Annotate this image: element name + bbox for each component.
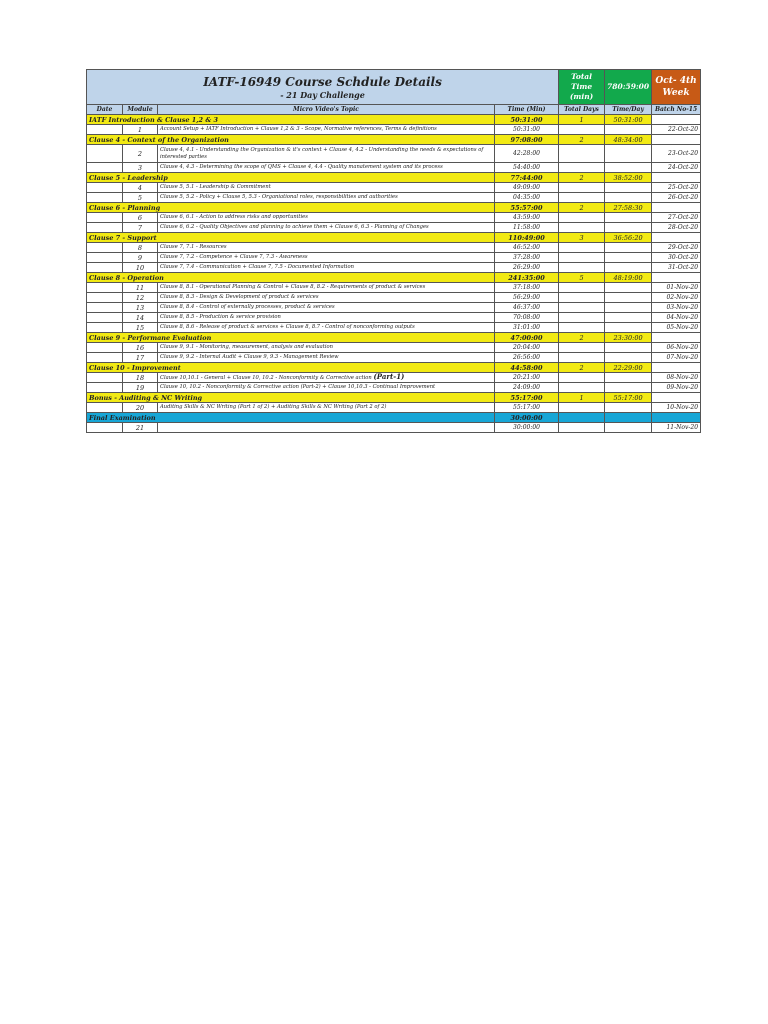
total-days-cell	[559, 353, 605, 363]
total-days-cell	[559, 223, 605, 233]
total-days-cell	[559, 343, 605, 353]
time-day-cell	[605, 193, 652, 203]
col-time-day: Time/Day	[605, 105, 652, 115]
date-cell	[87, 243, 123, 253]
time-cell: 37:18:00	[495, 283, 559, 293]
section-days: 2	[559, 135, 605, 145]
section-title: Bonus - Auditing & NC Writing	[87, 393, 495, 403]
topic-cell	[158, 343, 495, 353]
topic-cell	[158, 423, 495, 433]
course-schedule-table	[86, 69, 701, 433]
section-time-per-day: 36:56:20	[605, 233, 652, 243]
batch-date-cell: 24-Oct-20	[652, 163, 701, 173]
table-row	[87, 423, 701, 433]
date-cell	[87, 183, 123, 193]
section-time-per-day: 48:34:00	[605, 135, 652, 145]
section-time-per-day	[605, 413, 652, 423]
time-day-cell	[605, 313, 652, 323]
topic-text: Clause 4, 4.3 - Determining the scope of QMS + Clause 4, 4.4 - Quality manatement system and its process	[160, 164, 443, 171]
total-days-cell	[559, 383, 605, 393]
topic-cell	[158, 253, 495, 263]
section-title: Clause 10 - Improvement	[87, 363, 495, 373]
topic-cell	[158, 293, 495, 303]
table-row	[87, 383, 701, 393]
total-days-cell	[559, 373, 605, 383]
date-cell	[87, 163, 123, 173]
module-cell: 3	[123, 163, 158, 173]
section-row	[87, 363, 701, 373]
time-day-cell	[605, 263, 652, 273]
section-time: 241:35:00	[495, 273, 559, 283]
module-cell: 11	[123, 283, 158, 293]
section-batch-blank	[652, 115, 701, 125]
time-day-cell	[605, 125, 652, 135]
title-row	[87, 70, 701, 105]
time-day-cell	[605, 403, 652, 413]
section-days: 2	[559, 203, 605, 213]
time-cell: 37:28:00	[495, 253, 559, 263]
col-topic: Micro Video's Topic	[158, 105, 495, 115]
time-day-cell	[605, 323, 652, 333]
total-days-cell	[559, 293, 605, 303]
time-day-cell	[605, 383, 652, 393]
time-cell: 42:28:00	[495, 145, 559, 163]
batch-date-cell: 28-Oct-20	[652, 223, 701, 233]
section-row	[87, 233, 701, 243]
section-time-per-day: 55:17:00	[605, 393, 652, 403]
section-time: 55:17:00	[495, 393, 559, 403]
section-time-per-day: 38:52:00	[605, 173, 652, 183]
module-cell: 15	[123, 323, 158, 333]
section-row	[87, 135, 701, 145]
table-row	[87, 373, 701, 383]
total-days-cell	[559, 303, 605, 313]
time-cell: 20:04:00	[495, 343, 559, 353]
topic-text: Clause 8, 8.5 - Production & service provision	[160, 314, 281, 321]
time-cell: 11:58:00	[495, 223, 559, 233]
table-row	[87, 243, 701, 253]
batch-date-cell: 30-Oct-20	[652, 253, 701, 263]
topic-cell	[158, 383, 495, 393]
week-label: Oct- 4th Week	[652, 70, 701, 105]
topic-cell	[158, 125, 495, 135]
time-day-cell	[605, 373, 652, 383]
module-cell: 12	[123, 293, 158, 303]
time-cell: 30:00:00	[495, 423, 559, 433]
module-cell: 20	[123, 403, 158, 413]
table-row	[87, 145, 701, 163]
time-cell: 46:37:00	[495, 303, 559, 313]
section-title: Clause 8 - Operation	[87, 273, 495, 283]
batch-date-cell: 25-Oct-20	[652, 183, 701, 193]
total-days-cell	[559, 403, 605, 413]
date-cell	[87, 263, 123, 273]
table-row	[87, 313, 701, 323]
topic-text: Clause 7, 7.2 - Competence + Clause 7, 7.3 - Awareness	[160, 254, 308, 261]
section-time-per-day: 27:58:30	[605, 203, 652, 213]
batch-date-cell: 22-Oct-20	[652, 125, 701, 135]
batch-date-cell: 02-Nov-20	[652, 293, 701, 303]
date-cell	[87, 303, 123, 313]
module-cell: 10	[123, 263, 158, 273]
date-cell	[87, 253, 123, 263]
time-day-cell	[605, 343, 652, 353]
part-tag: (Part-1)	[373, 372, 405, 381]
batch-date-cell: 31-Oct-20	[652, 263, 701, 273]
section-time: 55:57:00	[495, 203, 559, 213]
batch-date-cell: 09-Nov-20	[652, 383, 701, 393]
date-cell	[87, 213, 123, 223]
topic-cell	[158, 193, 495, 203]
section-days: 3	[559, 233, 605, 243]
topic-text: Clause 8, 8.6 - Release of product & services + Clause 8, 8.7 - Control of nonconforming outputs	[160, 324, 415, 331]
batch-date-cell: 03-Nov-20	[652, 303, 701, 313]
total-days-cell	[559, 253, 605, 263]
module-cell: 8	[123, 243, 158, 253]
col-date: Date	[87, 105, 123, 115]
section-days: 1	[559, 393, 605, 403]
section-time: 47:00:00	[495, 333, 559, 343]
topic-text: Auditing Skills & NC Writing (Part 1 of 2) + Auditing Skills & NC Writing (Part 2 of 2)	[160, 404, 387, 411]
topic-text: Clause 8, 8.4 - Control of externally processes, product & services	[160, 304, 335, 311]
topic-cell	[158, 243, 495, 253]
topic-text: Clause 9, 9.2 - Internal Audit + Clause 9, 9.3 - Management Review	[160, 354, 339, 361]
total-days-cell	[559, 423, 605, 433]
time-cell: 46:52:00	[495, 243, 559, 253]
module-cell: 17	[123, 353, 158, 363]
topic-cell	[158, 145, 495, 163]
topic-text: Clause 4, 4.1 - Understanding the Organization & it's context + Clause 4, 4.2 - Understanding the needs & expectations of interested parties	[160, 147, 484, 160]
batch-date-cell: 04-Nov-20	[652, 313, 701, 323]
total-days-cell	[559, 243, 605, 253]
section-batch-blank	[652, 363, 701, 373]
section-title: IATF Introduction & Clause 1,2 & 3	[87, 115, 495, 125]
time-cell: 49:09:00	[495, 183, 559, 193]
date-cell	[87, 383, 123, 393]
section-days: 5	[559, 273, 605, 283]
total-days-cell	[559, 283, 605, 293]
page-title: IATF-16949 Course Schdule Details	[203, 74, 442, 89]
section-days: 2	[559, 363, 605, 373]
batch-date-cell: 07-Nov-20	[652, 353, 701, 363]
date-cell	[87, 403, 123, 413]
total-days-cell	[559, 213, 605, 223]
time-day-cell	[605, 213, 652, 223]
table-row	[87, 343, 701, 353]
topic-text: Clause 9, 9.1 - Monitoring, measurement, analysis and evaluation	[160, 344, 333, 351]
topic-cell	[158, 283, 495, 293]
topic-cell	[158, 213, 495, 223]
date-cell	[87, 323, 123, 333]
module-cell: 18	[123, 373, 158, 383]
date-cell	[87, 145, 123, 163]
module-cell: 7	[123, 223, 158, 233]
section-batch-blank	[652, 413, 701, 423]
section-time: 77:44:00	[495, 173, 559, 183]
section-batch-blank	[652, 273, 701, 283]
module-cell: 14	[123, 313, 158, 323]
table-row	[87, 293, 701, 303]
time-cell: 43:59:00	[495, 213, 559, 223]
module-cell: 6	[123, 213, 158, 223]
section-title: Clause 7 - Support	[87, 233, 495, 243]
time-day-cell	[605, 303, 652, 313]
topic-text: Clause 10,10.1 - General + Clause 10, 10.2 - Nonconformity & Corrective action	[160, 374, 372, 381]
section-row	[87, 413, 701, 423]
date-cell	[87, 313, 123, 323]
date-cell	[87, 223, 123, 233]
section-time: 110:49:00	[495, 233, 559, 243]
time-day-cell	[605, 145, 652, 163]
time-day-cell	[605, 253, 652, 263]
total-days-cell	[559, 313, 605, 323]
section-batch-blank	[652, 333, 701, 343]
col-batch: Batch No-15	[652, 105, 701, 115]
section-days: 2	[559, 333, 605, 343]
total-days-cell	[559, 145, 605, 163]
topic-text: Clause 10, 10.2 - Nonconformity & Corrective action (Part-2) + Clause 10,10.3 - Continual Improvement	[160, 384, 436, 391]
time-cell: 50:31:00	[495, 125, 559, 135]
section-title: Clause 5 - Leadership	[87, 173, 495, 183]
time-day-cell	[605, 283, 652, 293]
topic-cell	[158, 373, 495, 383]
section-batch-blank	[652, 393, 701, 403]
batch-date-cell: 08-Nov-20	[652, 373, 701, 383]
section-batch-blank	[652, 135, 701, 145]
section-days: 1	[559, 115, 605, 125]
module-cell: 1	[123, 125, 158, 135]
topic-text: Account Setup + IATF Introduction + Clause 1,2 & 3 - Scope, Normative references, Terms & definitions	[160, 126, 437, 133]
total-days-cell	[559, 323, 605, 333]
section-title: Final Examination	[87, 413, 495, 423]
total-days-cell	[559, 125, 605, 135]
title-cell	[87, 70, 559, 105]
topic-text: Clause 7, 7.4 - Communication + Clause 7, 7.5 - Documented Information	[160, 264, 354, 271]
batch-date-cell: 23-Oct-20	[652, 145, 701, 163]
section-batch-blank	[652, 203, 701, 213]
module-cell: 19	[123, 383, 158, 393]
time-day-cell	[605, 293, 652, 303]
table-row	[87, 353, 701, 363]
col-module: Module	[123, 105, 158, 115]
batch-date-cell: 01-Nov-20	[652, 283, 701, 293]
section-row	[87, 115, 701, 125]
time-cell: 26:29:00	[495, 263, 559, 273]
total-time-value: 780:59:00	[605, 70, 652, 105]
table-row	[87, 193, 701, 203]
total-days-cell	[559, 163, 605, 173]
topic-text: Clause 8, 8.3 - Design & Development of product & services	[160, 294, 319, 301]
date-cell	[87, 423, 123, 433]
batch-date-cell: 10-Nov-20	[652, 403, 701, 413]
table-row	[87, 403, 701, 413]
topic-cell	[158, 223, 495, 233]
topic-cell	[158, 353, 495, 363]
batch-date-cell: 26-Oct-20	[652, 193, 701, 203]
batch-date-cell: 29-Oct-20	[652, 243, 701, 253]
table-row	[87, 323, 701, 333]
section-batch-blank	[652, 173, 701, 183]
section-batch-blank	[652, 233, 701, 243]
module-cell: 9	[123, 253, 158, 263]
section-title: Clause 4 - Context of the Organization	[87, 135, 495, 145]
topic-text: Clause 6, 6.2 - Quality Objectives and planning to achieve them + Clause 6, 6.3 - Planning of Changes	[160, 224, 429, 231]
topic-text: Clause 8, 8.1 - Operational Planning & Control + Clause 8, 8.2 - Requirements of product & services	[160, 284, 426, 291]
column-header-row	[87, 105, 701, 115]
table-row	[87, 263, 701, 273]
time-day-cell	[605, 243, 652, 253]
time-day-cell	[605, 223, 652, 233]
topic-cell	[158, 163, 495, 173]
module-cell: 4	[123, 183, 158, 193]
batch-date-cell: 27-Oct-20	[652, 213, 701, 223]
date-cell	[87, 293, 123, 303]
time-cell: 56:29:00	[495, 293, 559, 303]
section-time: 97:08:00	[495, 135, 559, 145]
col-total-days: Total Days	[559, 105, 605, 115]
date-cell	[87, 343, 123, 353]
section-time: 44:58:00	[495, 363, 559, 373]
module-cell: 13	[123, 303, 158, 313]
batch-date-cell: 05-Nov-20	[652, 323, 701, 333]
time-day-cell	[605, 353, 652, 363]
section-time: 50:31:00	[495, 115, 559, 125]
section-title: Clause 9 - Performane Evaluation	[87, 333, 495, 343]
col-time: Time (Min)	[495, 105, 559, 115]
total-days-cell	[559, 193, 605, 203]
module-cell: 5	[123, 193, 158, 203]
section-time-per-day: 23:30:00	[605, 333, 652, 343]
batch-date-cell: 06-Nov-20	[652, 343, 701, 353]
topic-cell	[158, 313, 495, 323]
topic-text: Clause 5, 5.1 - Leadership & Commitment	[160, 184, 271, 191]
date-cell	[87, 353, 123, 363]
module-cell: 2	[123, 145, 158, 163]
total-time-label: Total Time (min)	[559, 70, 605, 105]
table-row	[87, 223, 701, 233]
topic-text: Clause 5, 5.2 - Policy + Clause 5, 5.3 - Organiational roles, responsibilities and authorities	[160, 194, 398, 201]
section-row	[87, 393, 701, 403]
table-row	[87, 213, 701, 223]
date-cell	[87, 283, 123, 293]
section-days	[559, 413, 605, 423]
time-cell: 70:08:00	[495, 313, 559, 323]
time-cell: 26:56:00	[495, 353, 559, 363]
topic-cell	[158, 323, 495, 333]
time-day-cell	[605, 183, 652, 193]
section-time-per-day: 48:19:00	[605, 273, 652, 283]
table-row	[87, 163, 701, 173]
time-cell: 55:17:00	[495, 403, 559, 413]
time-cell: 31:01:00	[495, 323, 559, 333]
total-days-cell	[559, 183, 605, 193]
section-time-per-day: 50:31:00	[605, 115, 652, 125]
batch-date-cell: 11-Nov-20	[652, 423, 701, 433]
section-row	[87, 333, 701, 343]
section-title: Clause 6 - Planning	[87, 203, 495, 213]
topic-cell	[158, 263, 495, 273]
module-cell: 21	[123, 423, 158, 433]
time-cell: 24:09:00	[495, 383, 559, 393]
section-time: 30:00:00	[495, 413, 559, 423]
total-days-cell	[559, 263, 605, 273]
section-time-per-day: 22:29:00	[605, 363, 652, 373]
table-row	[87, 253, 701, 263]
date-cell	[87, 373, 123, 383]
topic-cell	[158, 183, 495, 193]
time-cell: 04:35:00	[495, 193, 559, 203]
date-cell	[87, 125, 123, 135]
section-row	[87, 203, 701, 213]
time-day-cell	[605, 163, 652, 173]
time-day-cell	[605, 423, 652, 433]
table-row	[87, 283, 701, 293]
date-cell	[87, 193, 123, 203]
section-row	[87, 273, 701, 283]
section-row	[87, 173, 701, 183]
table-row	[87, 125, 701, 135]
time-cell: 20:21:00	[495, 373, 559, 383]
module-cell: 16	[123, 343, 158, 353]
time-cell: 54:40:00	[495, 163, 559, 173]
topic-cell	[158, 303, 495, 313]
table-row	[87, 303, 701, 313]
topic-text: Clause 7, 7.1 - Resources	[160, 244, 227, 251]
topic-cell	[158, 403, 495, 413]
page-subtitle: - 21 Day Challenge	[280, 89, 365, 100]
section-days: 2	[559, 173, 605, 183]
table-row	[87, 183, 701, 193]
topic-text: Clause 6, 6.1 - Action to address risks and opportunities	[160, 214, 308, 221]
